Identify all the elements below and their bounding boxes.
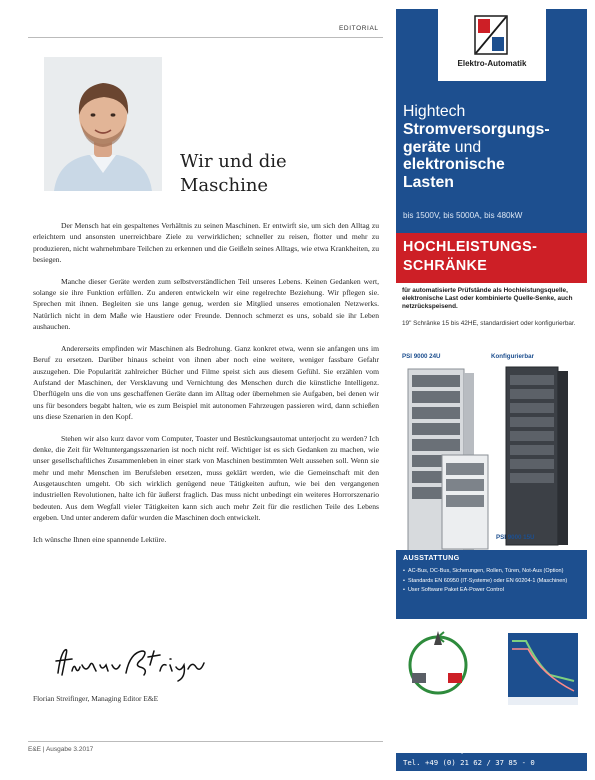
product-images [396, 353, 587, 559]
author-byline: Florian Streifinger, Managing Editor E&E [33, 694, 159, 703]
title-line-1: Wir und die [180, 151, 287, 172]
red-banner-line-1: HOCHLEISTUNGS- [403, 239, 538, 255]
brand-name: Elektro-Automatik [457, 59, 527, 68]
title-line-2: Maschine [180, 175, 269, 196]
ad-description-secondary: 19" Schränke 15 bis 42HE, standardisiert oder konfigurierbar. [402, 320, 576, 327]
page-folio: E&E | Ausgabe 3.2017 [28, 746, 94, 753]
ad-description: für automatisierte Prüfstände als Hochleistungsquelle, elektronische Last oder kombinierte Quelle-Senke, auch netzrückspeisend. [402, 287, 573, 311]
cabinet-illustration [396, 363, 587, 563]
top-divider [28, 37, 383, 38]
phone-number[interactable]: Tel. +49 (0) 21 62 / 37 85 - 0 [403, 757, 535, 767]
body-paragraph: Andererseits empfinden wir Maschinen als Bedrohung. Ganz konkret etwa, wenn sie anfangen uns im Beruf zu ersetzen. Darüber hinaus scheint von ihnen aber noch eine weitere, weniger fassbare Gefahr auszugehen. Die Popularität zahlreicher Bücher und Filme speist sich aus diesem Gefühl. Sie erzählen vom Aufstand der Maschinen, der Versklavung und Vernichtung des Menschen durch die künstliche Intelligenz. Überflügeln uns die von uns geschaffenen Geräte dann im Alltag oder übernehmen sie Aufgaben, bei denen wir uns für besonders begabt halten, wie es zum Beispiel mit autonomen Fahrzeugen passieren wird, dann schießen uns diese Szenarien in den Kopf. [33, 344, 379, 421]
editorial-body [33, 220, 379, 556]
body-paragraph: Der Mensch hat ein gespaltenes Verhältnis zu seinen Maschinen. Er entwirft sie, um sich den Alltag zu erleichtern und ansonsten unerreichbare Ziele zu verwirklichen; schneller zu reisen, flotter und mehr zu produzieren, nicht wahrnehmbare Teilchen zu erkennen und die Geißeln seines Alltags, wie etwa Krankheiten, zu besiegen. [33, 221, 379, 264]
ad-content-panel [396, 283, 587, 753]
product-label-psi-15u: PSI 9000 15U [496, 534, 535, 541]
headline-line: Stromversorgungs- [403, 120, 550, 138]
city-address: 41747 Viersen, Deutschland [403, 746, 518, 756]
ea-logo-icon [474, 15, 508, 55]
email-link[interactable]: ea1974@elektroautomatik.de [403, 723, 518, 733]
closing-line: Ich wünsche Ihnen eine spannende Lektüre. [33, 534, 167, 544]
headline-line: elektronische [403, 156, 505, 174]
feature-item: • Standards EN 60950 (IT-Systeme) oder EN 60204-1 (Maschinen) [403, 577, 585, 587]
contact-block [403, 711, 583, 768]
ad-headline [403, 103, 585, 192]
headline-line: Hightech [403, 103, 466, 120]
ad-subline: bis 1500V, bis 5000A, bis 480kW [403, 211, 523, 220]
section-label: EDITORIAL [339, 25, 379, 32]
ad-red-banner [396, 233, 587, 283]
feature-item: • AC-Bus, DC-Bus, Sicherungen, Rollen, Türen, Not-Aus (Option) [403, 567, 585, 577]
footer-divider [28, 741, 383, 742]
editorial-title [180, 150, 287, 198]
red-banner-line-2: SCHRÄNKE [403, 258, 488, 274]
energy-diagram [396, 619, 587, 715]
product-label-configurable: Konfigurierbar [491, 353, 534, 360]
advertisement[interactable] [396, 9, 587, 771]
headline-line: geräte und [403, 138, 482, 156]
body-paragraph: Manche dieser Geräte werden zum selbstverständlichen Teil unseres Lebens. Keinen Gedanken wert, solange sie ihre Funktion erfüllen. Zu anderen entwickeln wir eine regelrechte Beziehung. Wir pflegen sie. Sprechen mit ihnen. Begleiten sie uns lange genug, werden sie Mitglied unseres emotionalen Netzwerks. Natürlich nicht in dem Maße wie Haustiere oder Freunde. Dennoch schmerzt es uns, sobald sie ihr Leben aushauchen. [33, 276, 379, 332]
author-photo [44, 57, 162, 191]
energy-flow-graphic [396, 619, 587, 715]
website-link[interactable]: www.elektroautomatik.de [403, 712, 505, 721]
product-label-psi-24u: PSI 9000 24U [402, 353, 441, 360]
portrait-illustration [44, 57, 162, 191]
features-list [403, 567, 585, 596]
feature-item: • User Software Paket EA-Power Control [403, 586, 585, 596]
handwritten-signature [50, 643, 210, 683]
headline-line: Lasten [403, 174, 454, 192]
body-paragraph: Stehen wir also kurz davor vom Computer, Toaster und Bestückungsautomat unterjocht zu werden? Ich denke, die Zeit für Weltuntergangsszenarien ist noch nicht reif. Wichtiger ist es sich Gedanken zu machen, wie unser gesellschaftliches Zusammenleben in einer stark von Maschinen bestimmten Welt aussehen soll. Wenn sie mehr und mehr Menschen im Berufsleben ersetzen, muss geklärt werden, wie die Gemeinschaft mit den Ausgetauschten umgeht. Ob sich wirklich genügend neue Tätigkeiten auftun, wie bei den vergangenen industriellen Revolutionen, halte ich für äußerst fraglich. Das muss nicht unbedingt ein weiteres Horrorszenario bedeuten. Aus dem Wegfall vieler Tätigkeiten kann sich auch mehr Zeit für die restlichen Teile des Lebens ergeben. Und unter anderem dafür wurden die Maschinen doch entwickelt. [33, 433, 379, 522]
street-address: Helmholtzstraße 31-37 [403, 734, 496, 744]
features-heading: AUSSTATTUNG [403, 553, 460, 562]
brand-logo [438, 9, 546, 81]
